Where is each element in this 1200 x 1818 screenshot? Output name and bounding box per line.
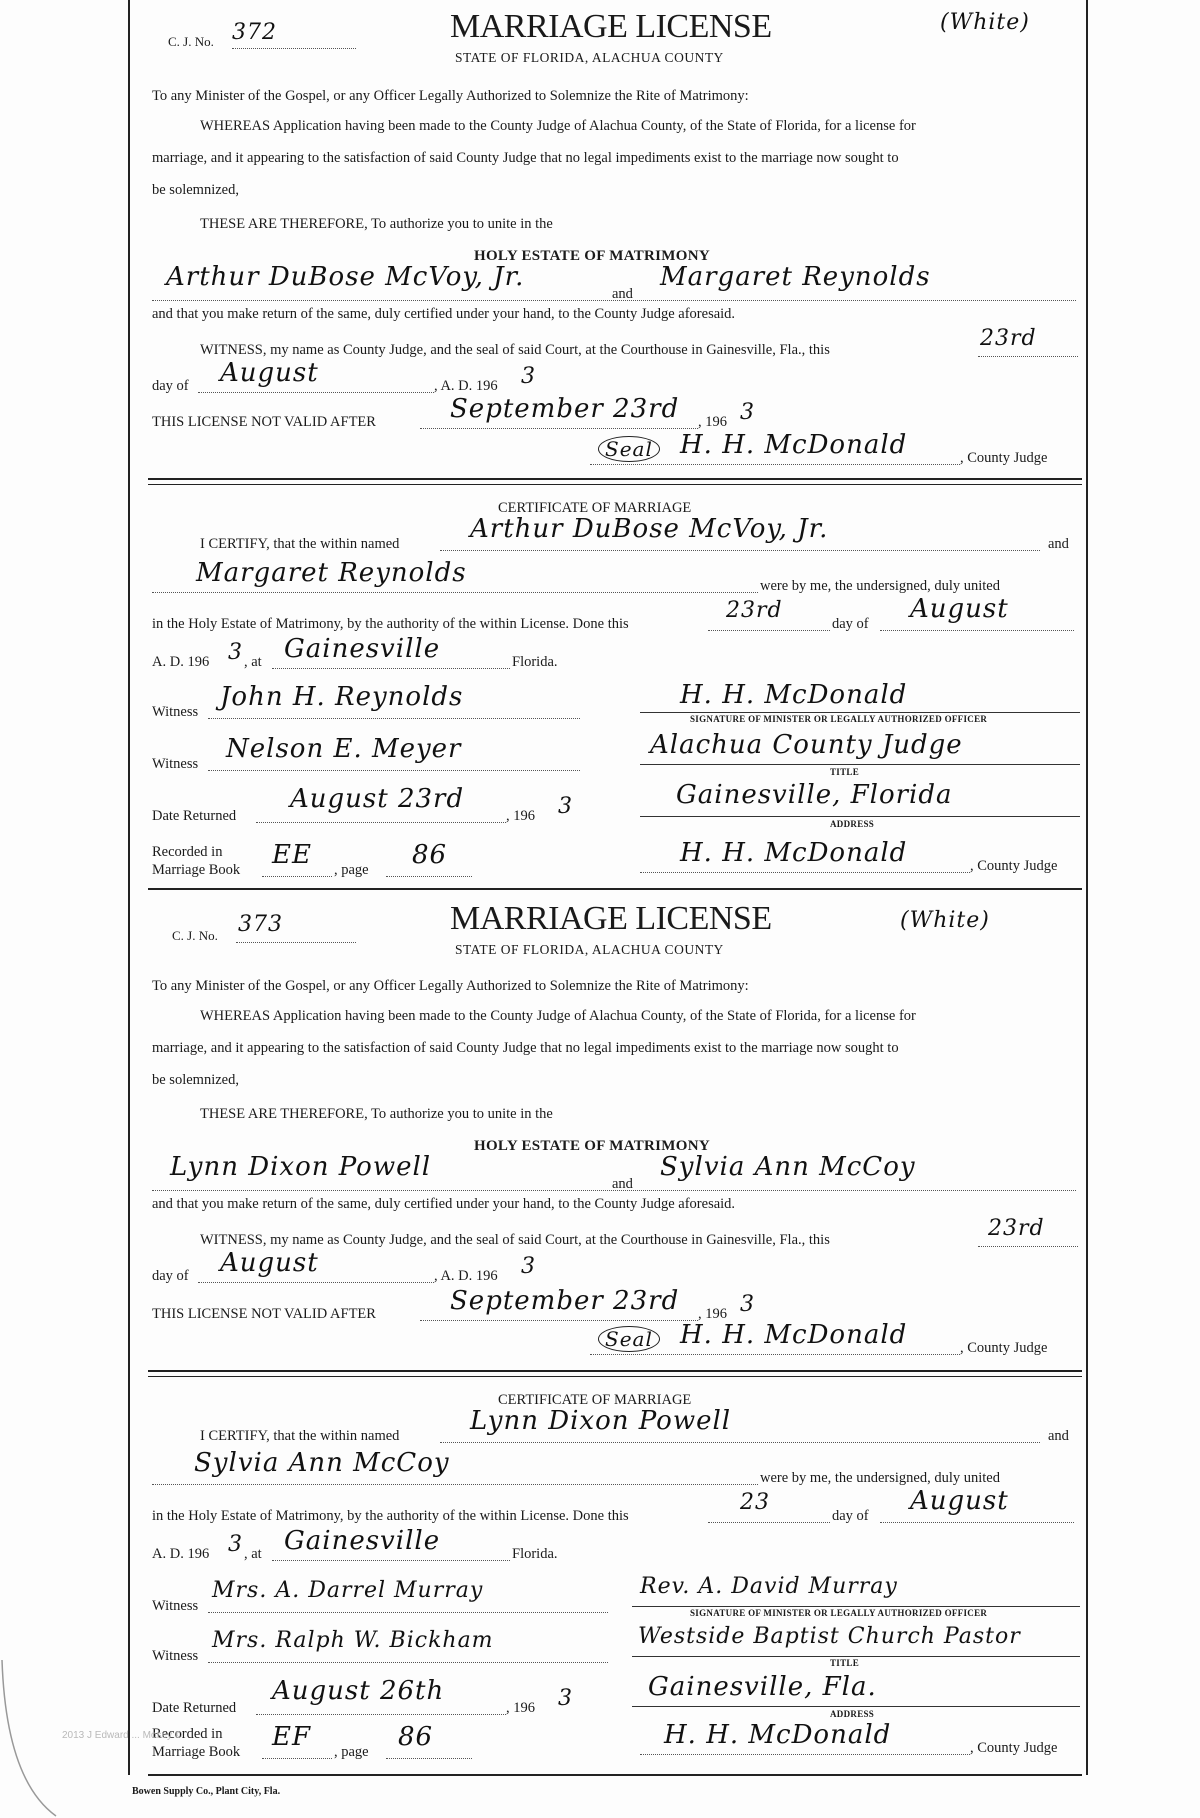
expiry-date: September 23rd [450,1286,680,1316]
florida-label: Florida. [512,654,558,670]
ad-label: , A. D. 196 [434,1268,498,1284]
authority-line: in the Holy Estate of Matrimony, by the authority of the within License. Done this [152,616,629,632]
witness-label-2: Witness [152,756,199,772]
whereas-line-3: be solemnized, [152,182,239,198]
and-word: and [612,1176,633,1192]
court-seal-mark: Seal [598,436,660,462]
court-seal-mark: Seal [598,1326,660,1352]
recorded-label-2: Marriage Book [152,1744,241,1760]
issue-day: 23rd [980,326,1037,351]
expiry-year-prefix: , 196 [698,414,727,430]
judge-signature: H. H. McDonald [680,430,908,460]
bride-name: Margaret Reynolds [660,262,931,292]
recorded-label-1: Recorded in [152,1726,223,1742]
title-caption: TITLE [830,1658,860,1668]
book-page: 86 [398,1722,434,1752]
address-caption: ADDRESS [830,819,875,829]
race-note: (White) [940,10,1030,35]
certificate-year-digit: 3 [228,640,243,665]
whereas-line-3: be solemnized, [152,1072,239,1088]
license-divider [148,888,1082,890]
certificate-day: 23rd [726,598,783,623]
certificate-place: Gainesville [284,1526,441,1556]
printer-imprint: Bowen Supply Co., Plant City, Fla. [132,1786,281,1797]
certificate-and: and [1048,1428,1069,1444]
bride-name: Sylvia Ann McCoy [660,1152,916,1182]
certificate-at: , at [244,654,262,670]
returned-year-prefix: , 196 [506,808,535,824]
page-label: , page [334,1744,369,1760]
title-caption: TITLE [830,767,860,777]
witness-line: WITNESS, my name as County Judge, and the seal of said Court, at the Courthouse in Gainesville, Fla., this [200,342,830,358]
county-judge-label: , County Judge [960,450,1048,466]
certificate-place: Gainesville [284,634,441,664]
witness-2: Mrs. Ralph W. Bickham [212,1628,494,1653]
witness-1: Mrs. A. Darrel Murray [212,1578,484,1603]
address-caption: ADDRESS [830,1709,875,1719]
expiry-year-prefix: , 196 [698,1306,727,1322]
license-title: MARRIAGE LICENSE [450,8,772,45]
witness-label-1: Witness [152,1598,199,1614]
recording-signature: H. H. McDonald [680,838,908,868]
officer-signature: Rev. A. David Murray [640,1574,898,1599]
cj-number: 373 [238,912,283,937]
officer-title: Alachua County Judge [650,730,963,760]
officer-caption: SIGNATURE OF MINISTER OR LEGALLY AUTHORIZED OFFICER [690,1608,988,1618]
date-returned-label: Date Returned [152,1700,237,1716]
groom-name: Lynn Dixon Powell [170,1152,432,1182]
recording-signature: H. H. McDonald [664,1720,892,1750]
return-line: and that you make return of the same, duly certified under your hand, to the County Judge aforesaid. [152,306,736,322]
certificate-at: , at [244,1546,262,1562]
issue-day: 23rd [988,1216,1045,1241]
not-valid-label: THIS LICENSE NOT VALID AFTER [152,414,376,430]
address-line: To any Minister of the Gospel, or any Officer Legally Authorized to Solemnize the Rite of Matrimony: [152,978,749,994]
page-label: , page [334,862,369,878]
date-returned-label: Date Returned [152,808,237,824]
bottom-rule [148,1774,1082,1776]
marriage-book: EF [272,1722,312,1752]
witness-line: WITNESS, my name as County Judge, and the seal of said Court, at the Courthouse in Gainesville, Fla., this [200,1232,830,1248]
united-label: were by me, the undersigned, duly united [760,578,1000,594]
book-page: 86 [412,840,448,870]
officer-title: Westside Baptist Church Pastor [638,1624,1021,1649]
day-of-label: day of [152,1268,189,1284]
whereas-line-2: marriage, and it appearing to the satisfaction of said County Judge that no legal impediments exist to the marriage now sought to [152,150,899,166]
not-valid-label: THIS LICENSE NOT VALID AFTER [152,1306,376,1322]
returned-year-digit: 3 [558,1686,573,1711]
united-label: were by me, the undersigned, duly united [760,1470,1000,1486]
groom-name: Arthur DuBose McVoy, Jr. [166,262,525,292]
certify-label: I CERTIFY, that the within named [200,536,400,552]
therefore-line: THESE ARE THEREFORE, To authorize you to unite in the [200,216,553,232]
returned-year-prefix: , 196 [506,1700,535,1716]
authority-line: in the Holy Estate of Matrimony, by the authority of the within License. Done this [152,1508,629,1524]
issue-month: August [220,1248,319,1278]
certificate-name-1: Lynn Dixon Powell [470,1406,732,1436]
witness-label-1: Witness [152,704,199,720]
race-note: (White) [900,908,990,933]
expiry-date: September 23rd [450,394,680,424]
copyright-watermark: 2013 J Edward ... Mosey © [62,1730,183,1741]
certificate-day: 23 [740,1490,770,1515]
date-returned: August 23rd [290,784,465,814]
license-subtitle: STATE OF FLORIDA, ALACHUA COUNTY [455,50,724,65]
ad-label: , A. D. 196 [434,378,498,394]
certificate-name-2: Margaret Reynolds [196,558,467,588]
officer-address: Gainesville, Fla. [648,1672,877,1702]
and-word: and [612,286,633,302]
recorded-label-1: Recorded in [152,844,223,860]
certificate-day-of: day of [832,616,869,632]
witness-2: Nelson E. Meyer [226,734,462,764]
return-line: and that you make return of the same, duly certified under your hand, to the County Judge aforesaid. [152,1196,736,1212]
certificate-ad-label: A. D. 196 [152,654,210,670]
expiry-year-digit: 3 [740,400,755,425]
county-judge-label: , County Judge [960,1340,1048,1356]
section-divider [148,478,1082,480]
day-of-label: day of [152,378,189,394]
returned-year-digit: 3 [558,794,573,819]
whereas-line-2: marriage, and it appearing to the satisfaction of said County Judge that no legal impediments exist to the marriage now sought to [152,1040,899,1056]
whereas-line-1: WHEREAS Application having been made to the County Judge of Alachua County, of the State of Florida, for a license for [200,1008,916,1024]
license-subtitle: STATE OF FLORIDA, ALACHUA COUNTY [455,942,724,957]
expiry-year-digit: 3 [740,1292,755,1317]
certificate-year-digit: 3 [228,1532,243,1557]
license-title: MARRIAGE LICENSE [450,900,772,937]
florida-label: Florida. [512,1546,558,1562]
date-returned: August 26th [272,1676,445,1706]
cj-label: C. J. No. [172,928,218,943]
address-line: To any Minister of the Gospel, or any Officer Legally Authorized to Solemnize the Rite of Matrimony: [152,88,749,104]
therefore-line: THESE ARE THEREFORE, To authorize you to unite in the [200,1106,553,1122]
holy-estate-heading: HOLY ESTATE OF MATRIMONY [474,248,710,264]
recorded-label-2: Marriage Book [152,862,241,878]
certify-label: I CERTIFY, that the within named [200,1428,400,1444]
issue-month: August [220,358,319,388]
cj-label: C. J. No. [168,34,214,49]
marriage-book: EE [272,840,312,870]
certificate-heading: CERTIFICATE OF MARRIAGE [498,1392,692,1408]
whereas-line-1: WHEREAS Application having been made to the County Judge of Alachua County, of the State of Florida, for a license for [200,118,916,134]
certificate-ad-label: A. D. 196 [152,1546,210,1562]
certificate-day-of: day of [832,1508,869,1524]
witness-1: John H. Reynolds [220,682,464,712]
certificate-heading: CERTIFICATE OF MARRIAGE [498,500,692,516]
officer-signature: H. H. McDonald [680,680,908,710]
issue-year-digit: 3 [521,364,536,389]
recording-county-judge: , County Judge [970,1740,1058,1756]
officer-caption: SIGNATURE OF MINISTER OR LEGALLY AUTHORIZED OFFICER [690,714,988,724]
certificate-name-2: Sylvia Ann McCoy [194,1448,450,1478]
issue-year-digit: 3 [521,1254,536,1279]
section-divider [148,1370,1082,1372]
recording-county-judge: , County Judge [970,858,1058,874]
holy-estate-heading: HOLY ESTATE OF MATRIMONY [474,1138,710,1154]
judge-signature: H. H. McDonald [680,1320,908,1350]
cj-number: 372 [232,20,277,45]
witness-label-2: Witness [152,1648,199,1664]
certificate-month: August [910,594,1009,624]
certificate-name-1: Arthur DuBose McVoy, Jr. [470,514,829,544]
certificate-month: August [910,1486,1009,1516]
page-curl [0,1660,60,1818]
certificate-and: and [1048,536,1069,552]
officer-address: Gainesville, Florida [676,780,953,810]
